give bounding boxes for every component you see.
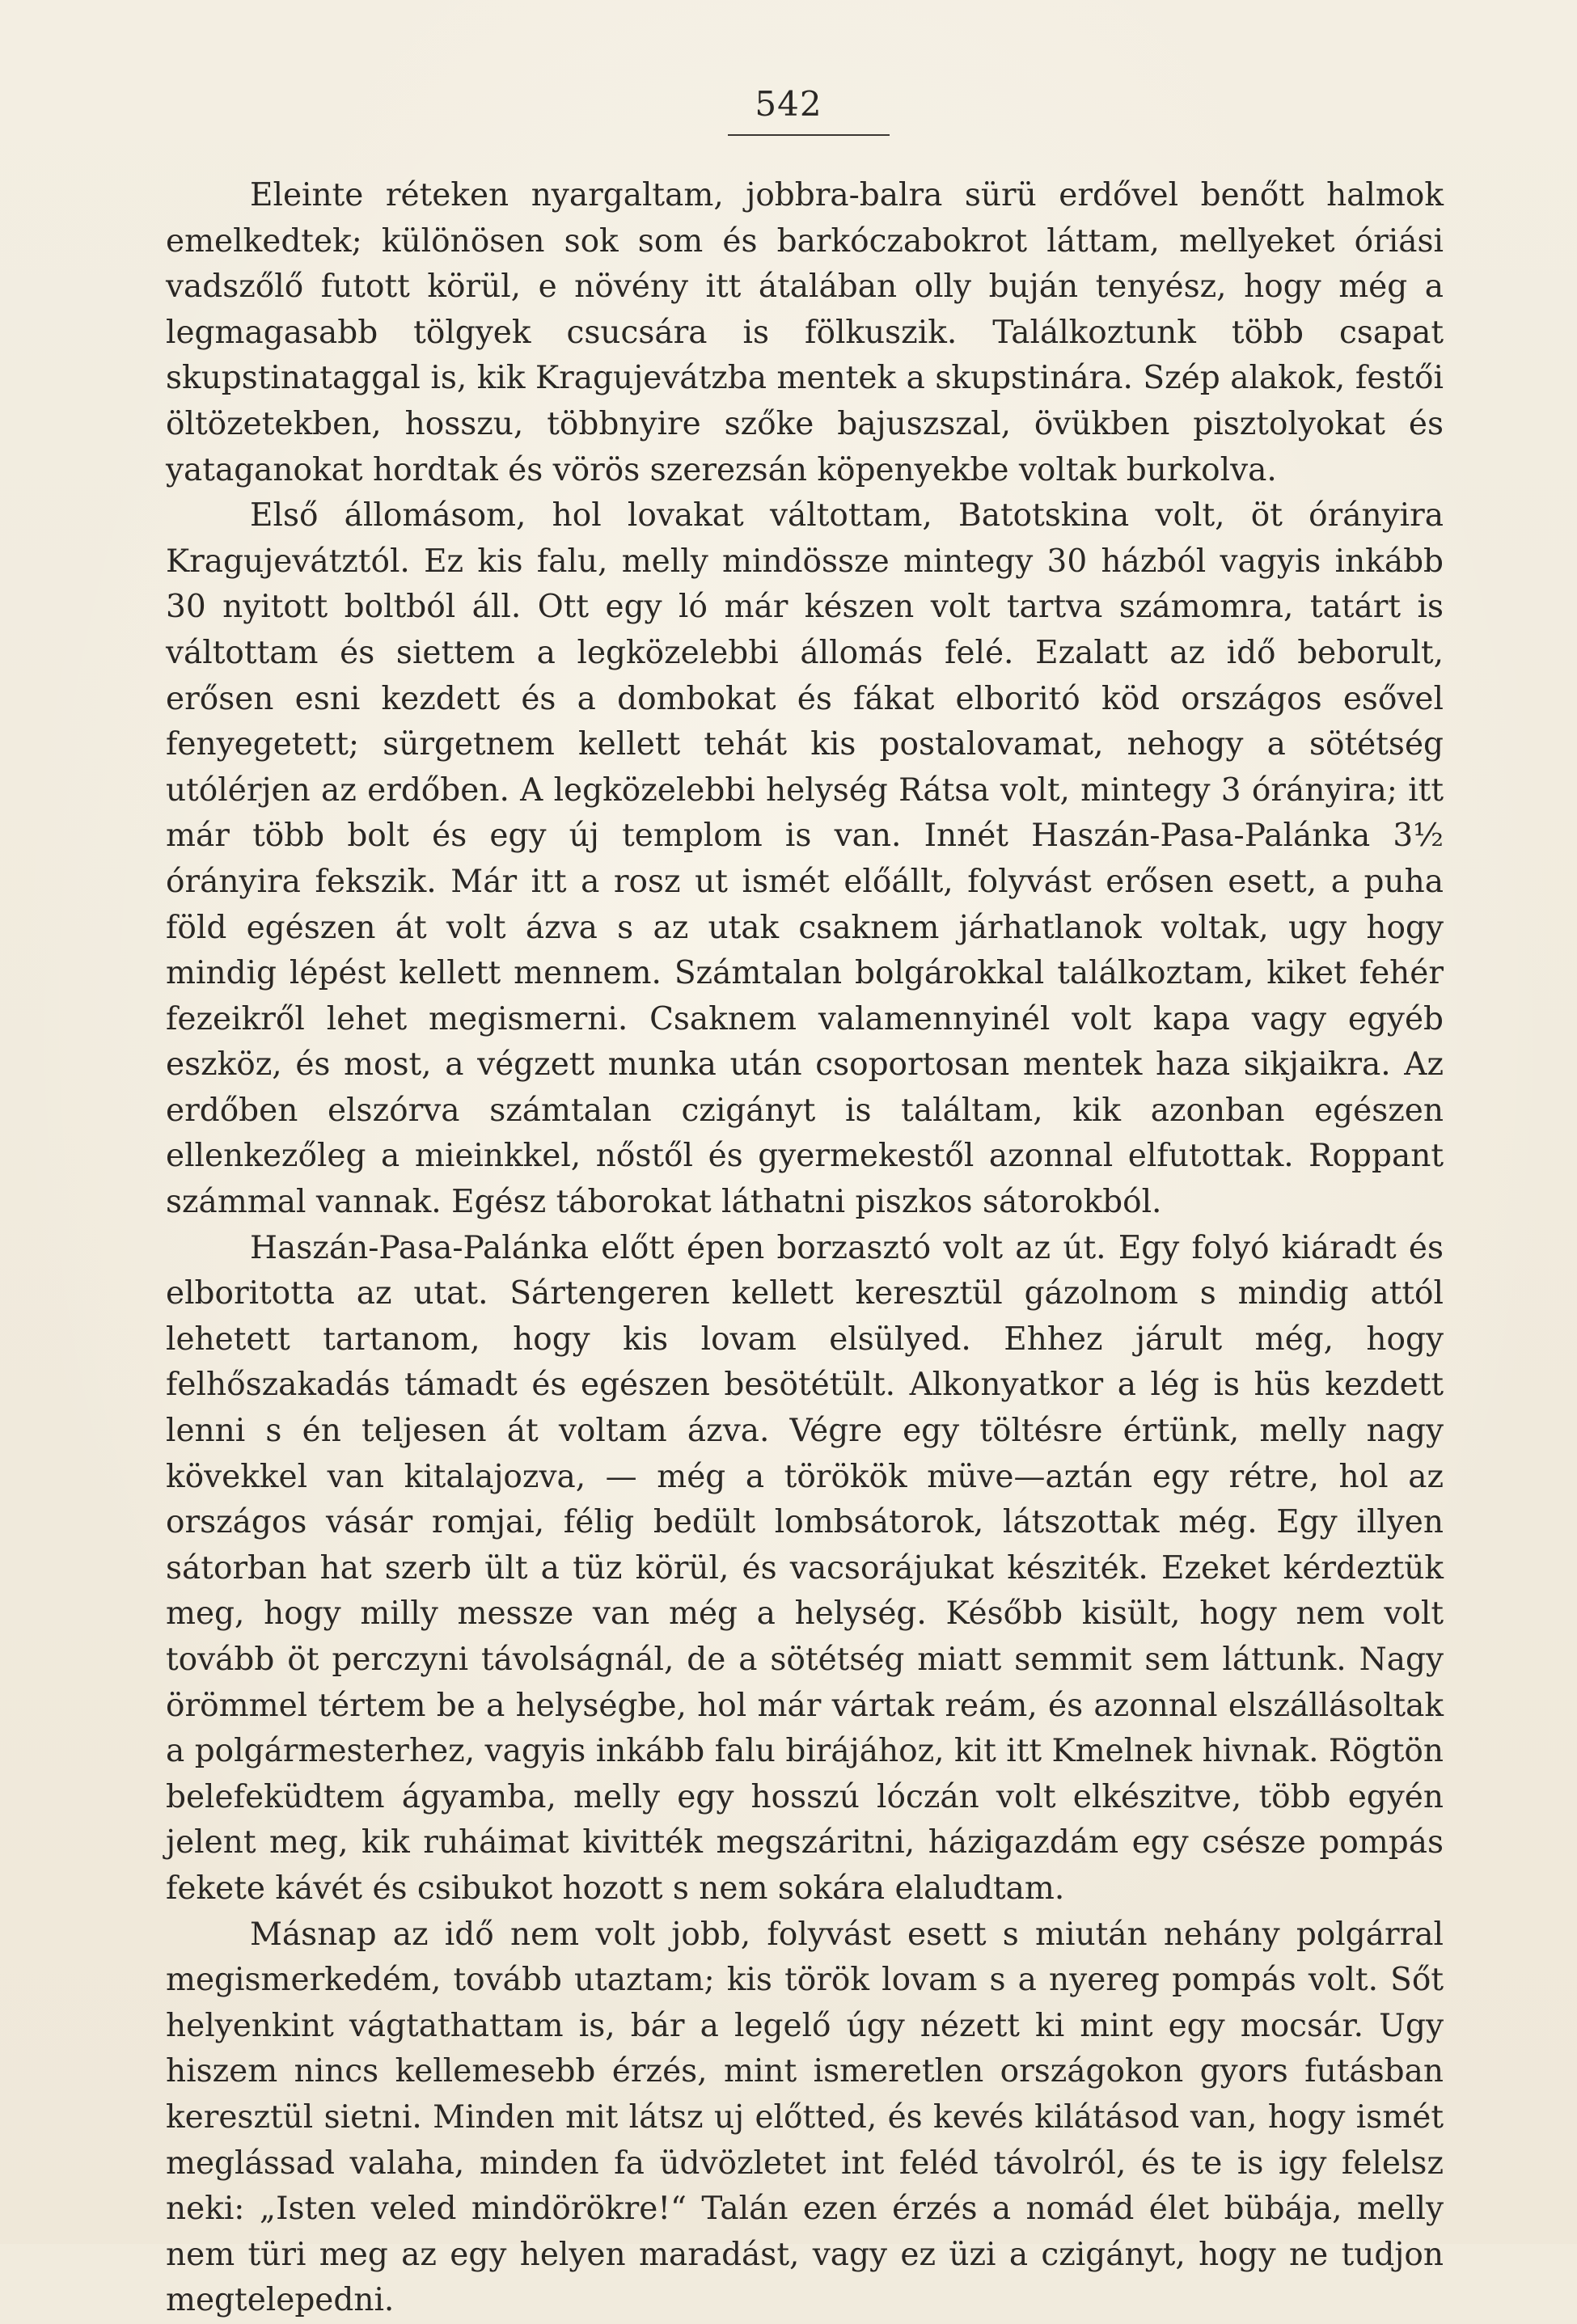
header-rule: [728, 134, 890, 136]
paragraph-2: Első állomásom, hol lovakat váltottam, Batotskina volt, öt órányira Kragujevátztól. Ez kis falu, melly mindössze mintegy 30 házból vagyis inkább 30 nyitott boltból áll. Ott egy ló már készen volt tartva számomra, tatárt is váltottam és siettem a legközelebbi állomás felé. Ezalatt az idő beborult, erősen esni kezdett és a dombokat és fákat elboritó köd országos esővel fenyegetett; sürgetnem kellett tehát kis postalovamat, nehogy a sötétség utólérjen az erdőben. A legközelebbi helység Rátsa volt, mintegy 3 órányira; itt már több bolt és egy új templom is van. Innét Haszán-Pasa-Palánka 3½ órányira fekszik. Már itt a rosz ut ismét előállt, folyvást erősen esett, a puha föld egészen át volt ázva s az utak csaknem járhatlanok voltak, ugy hogy mindig lépést kellett mennem. Számtalan bolgárokkal találkoztam, kiket fehér fezeikről lehet megismerni. Csaknem valamennyinél volt kapa vagy egyéb eszköz, és most, a végzett munka után csoportosan mentek haza sikjaikra. Az erdőben elszórva számtalan czigányt is találtam, kik azonban egészen ellenkezőleg a mieinkkel, nőstől és gyermekestől azonnal elfutottak. Roppant számmal vannak. Egész táborokat láthatni piszkos sátorokból.: [166, 497, 1444, 1221]
body-text: [166, 173, 1444, 2324]
page-number: 542: [755, 84, 822, 124]
paragraph-4: Másnap az idő nem volt jobb, folyvást esett s miután nehány polgárral megismerkedém, tovább utaztam; kis török lovam s a nyereg pompás volt. Sőt helyenkint vágtathattam is, bár a legelő úgy nézett ki mint egy mocsár. Ugy hiszem nincs kellemesebb érzés, mint ismeretlen országokon gyors futásban keresztül sietni. Minden mit látsz uj előtted, és kevés kilátásod van, hogy ismét meglássad valaha, minden fa üdvözletet int feléd távolról, és te is igy felelsz neki: „Isten veled mindörökre!“ Talán ezen érzés a nomád élet bübája, melly nem türi meg az egy helyen maradást, vagy ez üzi a czigányt, hogy ne tudjon megtelepedni.: [166, 1916, 1444, 2319]
paragraph-1: Eleinte réteken nyargaltam, jobbra-balra sürü erdővel benőtt halmok emelkedtek; különösen sok som és barkóczabokrot láttam, mellyeket óriási vadszőlő futott körül, e növény itt átalában olly buján tenyész, hogy még a legmagasabb tölgyek csucsára is fölkuszik. Találkoztunk több csapat skupstinataggal is, kik Kragujevátzba mentek a skupstinára. Szép alakok, festői öltözetekben, hosszu, többnyire szőke bajuszszal, övükben pisztolyokat és yataganokat hordtak és vörös szerezsán köpenyekbe voltak burkolva.: [166, 177, 1444, 488]
paragraph-3: Haszán-Pasa-Palánka előtt épen borzasztó volt az út. Egy folyó kiáradt és elboritotta az utat. Sártengeren kellett keresztül gázolnom s mindig attól lehetett tartanom, hogy kis lovam elsülyed. Ehhez járult még, hogy felhőszakadás támadt és egészen besötétült. Alkonyatkor a lég is hüs kezdett lenni s én teljesen át voltam ázva. Végre egy töltésre értünk, melly nagy kövekkel van kitalajozva, — még a törökök müve—aztán egy rétre, hol az országos vásár romjai, félig bedült lombsátorok, látszottak még. Egy illyen sátorban hat szerb ült a tüz körül, és vacsorájukat késziték. Ezeket kérdeztük meg, hogy milly messze van még a helység. Később kisült, hogy nem volt tovább öt perczyni távolságnál, de a sötétség miatt semmit sem láttunk. Nagy örömmel tértem be a helységbe, hol már vártak reám, és azonnal elszállásoltak a polgármesterhez, vagyis inkább falu birájához, kit itt Kmelnek hivnak. Rögtön belefeküdtem ágyamba, melly egy hosszú lóczán volt elkészitve, több egyén jelent meg, kik ruháimat kivitték megszáritni, házigazdám egy csésze pompás fekete kávét és csibukot hozott s nem sokára elaludtam.: [166, 1229, 1444, 1907]
